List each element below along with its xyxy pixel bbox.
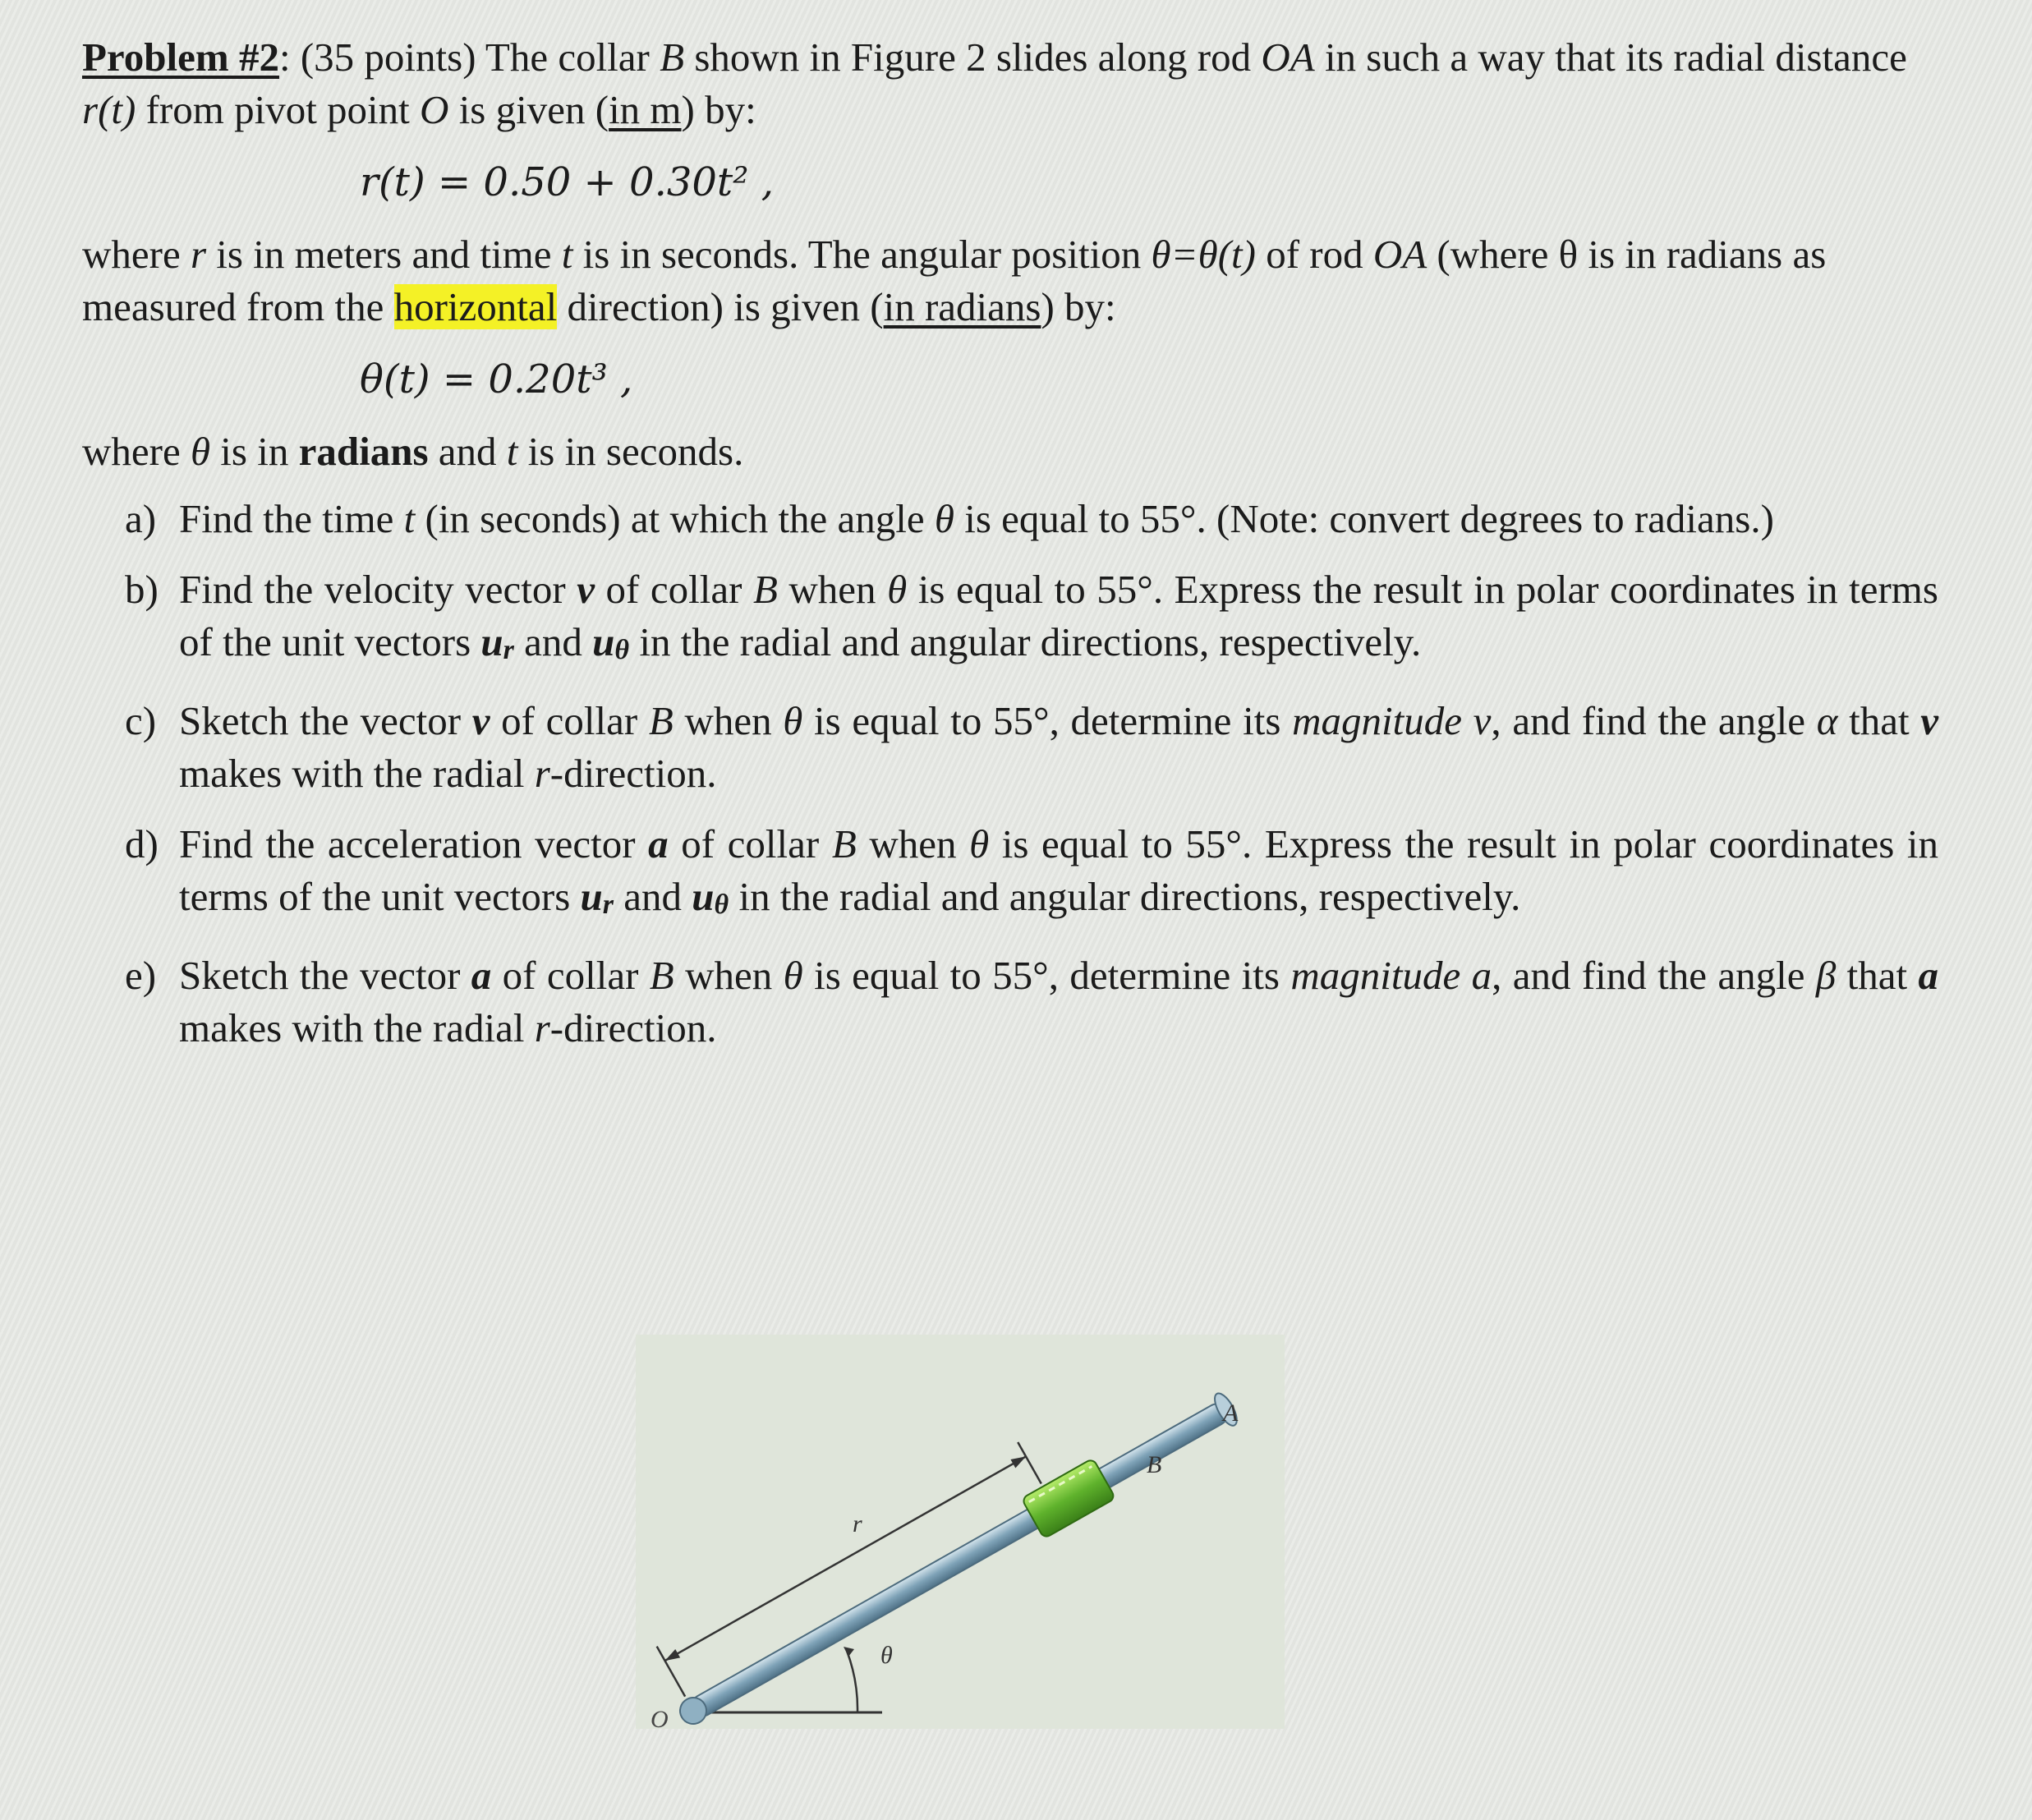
units-radians: in radians [883,284,1041,329]
equation-r: r(t) = 0.50 + 0.30t² , [360,159,774,205]
intro-text: is given ( [448,87,609,132]
text: , and find the angle [1491,698,1817,743]
figure-2 [636,1335,1285,1729]
collar-symbol: B [752,567,778,612]
text: (where θ is in radians as measured from the [82,232,1827,329]
alpha-symbol: α [1816,698,1838,743]
intro-text: in such a way that its radial distance [1314,34,1907,80]
collar-symbol: B [660,34,685,80]
text: of rod [1255,232,1373,277]
theta-symbol: θ [783,698,803,743]
theta-symbol: θ [969,821,990,866]
text: is in meters and time [206,232,562,277]
text: where [82,429,191,474]
unit-vector-u: u [480,619,503,664]
text: is equal to 55°, determine its [802,698,1293,743]
velocity-symbol: v [577,567,595,612]
text: when [674,953,784,998]
text: makes with the radial [179,751,535,796]
theta-definition: θ=θ(t) [1151,232,1256,277]
intro-text: shown in Figure 2 slides along rod [684,34,1262,80]
unit-vector-u: u [580,874,603,919]
text: Sketch the vector [179,698,472,743]
text: is equal to 55°, determine its [802,953,1291,998]
text: of collar [490,698,649,743]
label-a: A [1223,1399,1239,1427]
text: of collar [668,821,832,866]
unit-vector-u: u [692,874,715,919]
unit-subscript-theta: θ [614,635,630,665]
highlighted-word: horizontal [393,284,558,329]
text: in the radial and angular directions, respectively. [629,619,1422,664]
text: is equal to 55°. Express the result in polar coordinates in terms of the unit vectors [179,821,1939,919]
text: (in seconds) at which the angle [415,496,935,541]
t-symbol: t [561,232,573,277]
text: is equal to 55°. Express the result in polar coordinates in terms of the unit vectors [179,567,1938,664]
text: ) by: [1041,284,1116,329]
t-symbol: t [506,429,518,474]
magnitude-text: magnitude v [1292,698,1492,743]
r-symbol: r [190,232,207,277]
rod-body [688,1400,1231,1720]
rod-symbol: OA [1372,232,1427,277]
text: Find the acceleration vector [179,821,649,866]
text: is in seconds. The angular position [572,232,1152,277]
r-symbol: r [534,1005,550,1050]
theta-arc-arrow [844,1647,854,1657]
velocity-symbol: v [471,698,490,743]
text: -direction. [549,751,717,796]
label-theta: θ [880,1642,893,1669]
text: , and find the angle [1492,953,1816,998]
label-b: B [1147,1451,1162,1478]
acceleration-symbol: a [1918,953,1939,998]
text: -direction. [549,1005,717,1050]
part-b [82,563,1938,677]
theta-units [82,425,1938,478]
text: is in [210,429,299,474]
text: of collar [594,567,753,612]
part-label: d) [125,821,159,866]
acceleration-symbol: a [471,953,492,998]
intro-text: ) by: [681,87,756,132]
part-label: c) [125,698,157,743]
radians-bold: radians [298,429,429,474]
theta-description [82,228,1938,333]
magnitude-text: magnitude a [1290,953,1492,998]
r-extension-end [1018,1442,1041,1483]
units-meters: in m [609,87,682,132]
problem-document [82,31,1938,1073]
label-o: O [651,1706,669,1729]
text: that [1837,698,1921,743]
part-c [82,695,1938,800]
theta-symbol: θ [934,496,954,541]
radial-function: r(t) [82,87,136,132]
collar-symbol: B [649,953,674,998]
rod-oa [646,1341,1244,1729]
r-extension-start [657,1647,685,1697]
part-label: e) [125,953,157,998]
problem-intro [82,31,1938,136]
text: when [856,821,970,866]
text: makes with the radial [179,1005,535,1050]
unit-subscript-r: r [602,889,614,920]
theta-arc [847,1651,857,1712]
text: Sketch the vector [179,953,471,998]
text: is equal to 55°. (Note: convert degrees to radians.) [954,496,1774,541]
text: where [82,232,191,277]
text: in the radial and angular directions, respectively. [729,874,1521,919]
unit-vector-u: u [592,619,615,664]
text: Find the time [179,496,404,541]
collar-symbol: B [831,821,857,866]
theta-symbol: θ [190,429,211,474]
text: direction) is given ( [557,284,884,329]
part-label: a) [125,496,157,541]
velocity-symbol: v [1920,698,1939,743]
part-e [82,949,1938,1055]
figure-diagram [636,1335,1285,1729]
t-symbol: t [403,496,416,541]
r-symbol: r [534,751,550,796]
equation-theta: θ(t) = 0.20t³ , [360,356,633,402]
unit-subscript-r: r [503,635,514,665]
theta-symbol: θ [783,953,803,998]
text: and [614,874,692,919]
text: is in seconds. [517,429,744,474]
text: Find the velocity vector [179,567,577,612]
text: and [513,619,593,664]
text: of collar [491,953,650,998]
problem-heading: Problem #2 [82,34,279,80]
acceleration-symbol: a [648,821,669,866]
text: and [428,429,507,474]
text: when [777,567,888,612]
theta-symbol: θ [887,567,908,612]
intro-text: from pivot point [136,87,421,132]
text: when [673,698,784,743]
label-r: r [853,1510,862,1537]
part-a [82,493,1938,545]
rod-symbol: OA [1261,34,1315,80]
intro-text: : (35 points) The collar [278,34,660,80]
part-d [82,818,1938,931]
pivot-symbol: O [420,87,449,132]
collar-symbol: B [648,698,674,743]
text: that [1836,953,1919,998]
part-label: b) [125,567,159,612]
unit-subscript-theta: θ [714,889,729,920]
parts-list [82,493,1938,1055]
beta-symbol: β [1815,953,1837,998]
